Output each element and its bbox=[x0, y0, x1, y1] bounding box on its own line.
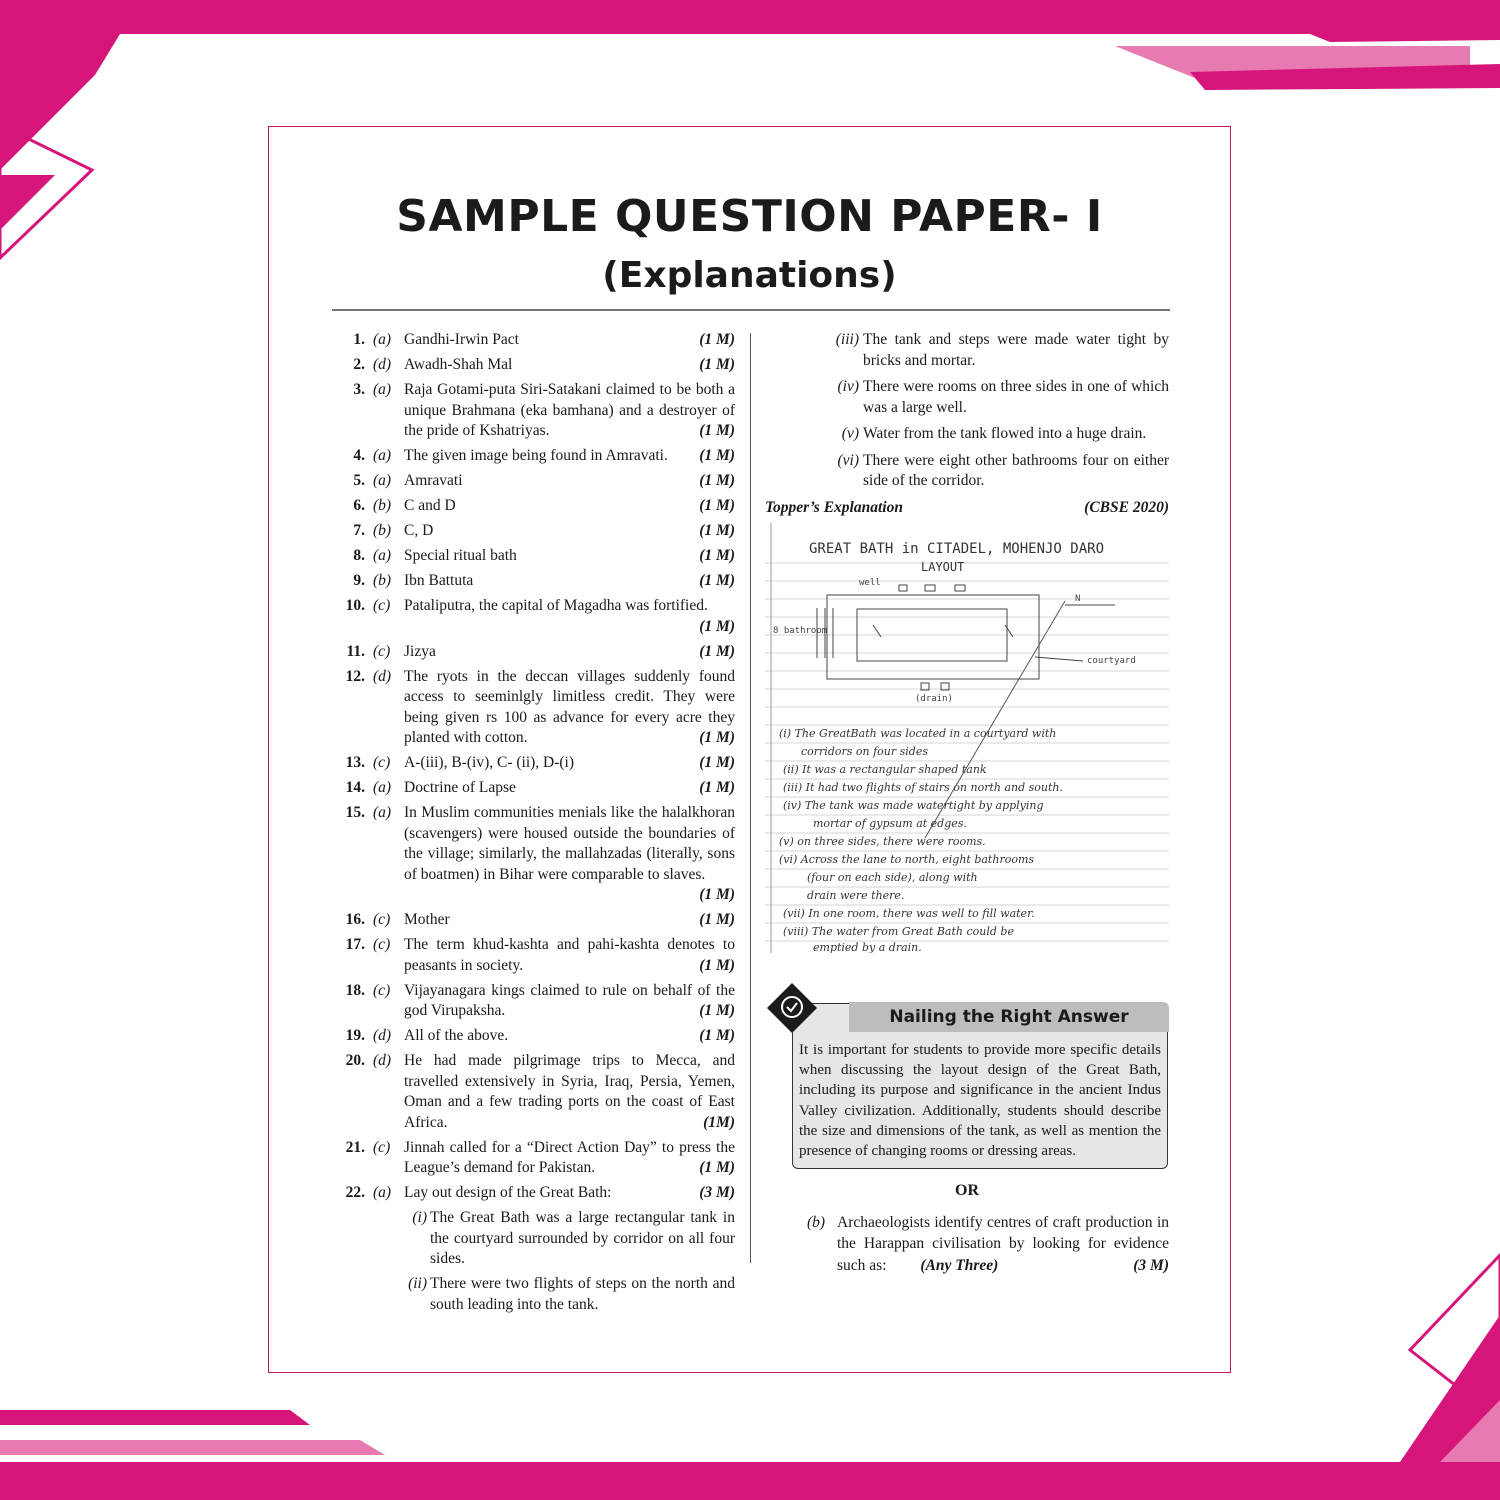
left-triangle-small bbox=[0, 175, 55, 230]
marks-value: 1 M bbox=[704, 447, 730, 464]
marks-value: 1 M bbox=[704, 522, 730, 539]
answer-item bbox=[339, 981, 735, 1022]
answer-option: (a) bbox=[373, 331, 392, 348]
answer-number: 8. bbox=[353, 547, 365, 564]
hw-north: N bbox=[1075, 593, 1081, 604]
option-letter: c bbox=[378, 911, 386, 928]
option-letter: c bbox=[378, 936, 386, 953]
answer-number: 17. bbox=[345, 936, 365, 953]
topper-source: (CBSE 2020) bbox=[1084, 498, 1169, 516]
answer-text: All of the above. bbox=[404, 1027, 509, 1044]
answer-option: (a) bbox=[373, 472, 392, 489]
option-letter: c bbox=[378, 597, 386, 614]
answer-option: (d) bbox=[373, 356, 392, 373]
answer-text: Jinnah called for a “Direct Action Day” to press the League’s demand for Pakistan. bbox=[404, 1138, 735, 1176]
answer-text: In Muslim communities menials like the halalkhoran (scavengers) were housed outside the boundaries of the village; similarly, the mallahzadas (literally, sons of boatmen) in Bihar were comparable to slaves. bbox=[404, 804, 735, 883]
answer-option: (b) bbox=[807, 1213, 826, 1231]
answer-marks: (1 M) bbox=[699, 331, 735, 348]
q22-point bbox=[765, 330, 1169, 371]
option-letter: b bbox=[378, 572, 386, 589]
option-letter: a bbox=[378, 331, 386, 348]
hw-line: mortar of gypsum at edges. bbox=[813, 816, 967, 830]
answer-text: Amravati bbox=[404, 472, 463, 489]
hw-line: (v) on three sides, there were rooms. bbox=[779, 834, 986, 848]
marks-value: 1 M bbox=[704, 1002, 730, 1019]
any-three-note: (Any Three) bbox=[920, 1256, 999, 1274]
answer-text: The term khud-kashta and pahi-kashta denotes to peasants in society. bbox=[404, 936, 735, 974]
point-numeral: (iv) bbox=[837, 378, 859, 395]
answer-text: A-(iii), B-(iv), C- (ii), D-(i) bbox=[404, 754, 575, 771]
answer-number: 10. bbox=[345, 597, 365, 614]
option-letter: d bbox=[378, 667, 386, 685]
marks-value: 1 M bbox=[704, 356, 730, 373]
answer-marks: (1 M) bbox=[699, 472, 735, 489]
answer-text: Pataliputra, the capital of Magadha was fortified. bbox=[404, 597, 708, 614]
nailing-text: It is important for students to provide more specific details when discussing the layout design of the Great Bath, including its purpose and significance in the ancient Indus Valley civilization. Additionally, students should describe the size and dimensions of the tank, as well as mention the presence of changing rooms or dressing areas. bbox=[799, 1042, 1161, 1160]
option-letter: d bbox=[378, 1027, 386, 1044]
answer-text: Lay out design of the Great Bath: bbox=[404, 1184, 612, 1201]
option-letter: c bbox=[378, 981, 386, 999]
answer-option: (d) bbox=[373, 1052, 392, 1069]
answer-option: (a) bbox=[373, 779, 392, 796]
option-letter: d bbox=[378, 356, 386, 373]
hw-heading: GREAT BATH in CITADEL, MOHENJO DARO bbox=[809, 540, 1105, 557]
hw-line: drain were there. bbox=[807, 888, 905, 902]
checkmark-icon bbox=[765, 981, 819, 1035]
option-letter: a bbox=[378, 547, 386, 564]
column-divider bbox=[750, 333, 751, 1263]
answer-option: (c) bbox=[373, 754, 391, 771]
point-text: Water from the tank flowed into a huge drain. bbox=[863, 425, 1147, 442]
answer-item bbox=[339, 521, 735, 542]
answer-item bbox=[339, 446, 735, 467]
q22-point bbox=[339, 1274, 735, 1315]
answer-item bbox=[339, 496, 735, 517]
answer-item bbox=[339, 471, 735, 492]
answer-number: 14. bbox=[345, 779, 365, 796]
option-letter: a bbox=[378, 447, 386, 464]
point-numeral: (v) bbox=[841, 425, 859, 442]
topper-label: Topper’s Explanation bbox=[765, 498, 903, 516]
answer-option: (b) bbox=[373, 572, 392, 589]
marks-value: 1 M bbox=[704, 886, 730, 903]
answer-marks: (1 M) bbox=[699, 779, 735, 796]
marks-value: 1 M bbox=[704, 1159, 730, 1176]
nailing-box bbox=[792, 1003, 1168, 1169]
answer-marks: (1 M) bbox=[699, 547, 735, 564]
answer-option: (a) bbox=[373, 547, 392, 564]
answer-marks: (1 M) bbox=[699, 617, 735, 635]
answer-number: 11. bbox=[346, 642, 365, 660]
point-numeral: (vi) bbox=[837, 451, 859, 469]
marks-value: 1 M bbox=[704, 642, 730, 660]
marks-value: 1 M bbox=[704, 956, 730, 974]
point-text: There were two flights of steps on the north and south leading into the tank. bbox=[430, 1275, 735, 1313]
right-column bbox=[765, 330, 1169, 1276]
marks-value: 1M bbox=[708, 1113, 730, 1131]
answer-option: (a) bbox=[373, 1184, 392, 1201]
option-letter: c bbox=[378, 1138, 386, 1156]
marks-value: 1 M bbox=[704, 729, 730, 746]
marks-value: 1 M bbox=[704, 472, 730, 489]
marks-value: 1 M bbox=[704, 617, 730, 635]
option-letter: d bbox=[378, 1052, 386, 1069]
answer-marks: (3 M) bbox=[699, 1184, 735, 1201]
hw-well: well bbox=[859, 577, 881, 588]
question-paper-page bbox=[268, 126, 1231, 1373]
answer-number: 21. bbox=[345, 1138, 365, 1156]
answer-number: 19. bbox=[345, 1027, 365, 1044]
q22-point bbox=[765, 451, 1169, 492]
point-numeral: (iii) bbox=[835, 331, 859, 348]
answer-option: (d) bbox=[373, 667, 392, 685]
option-letter: a bbox=[378, 472, 386, 489]
marks-value: 1 M bbox=[704, 572, 730, 589]
answer-option: (d) bbox=[373, 1027, 392, 1044]
answer-marks: (1 M) bbox=[699, 911, 735, 928]
answer-marks: (1 M) bbox=[699, 956, 735, 974]
answer-number: 20. bbox=[345, 1052, 365, 1069]
answer-item bbox=[339, 1183, 735, 1204]
answer-item bbox=[339, 753, 735, 774]
hw-line: (iv) The tank was made watertight by applying bbox=[783, 798, 1044, 812]
marks-value: 1 M bbox=[704, 422, 730, 439]
point-text: The Great Bath was a large rectangular tank in the courtyard surrounded by corridor on all four sides. bbox=[430, 1209, 735, 1267]
hw-line: (vii) In one room, there was well to fill water. bbox=[783, 906, 1035, 920]
option-letter: c bbox=[378, 754, 386, 771]
or-separator: OR bbox=[955, 1182, 979, 1199]
hw-line: (ii) It was a rectangular shaped tank bbox=[783, 762, 987, 776]
answer-marks: (1 M) bbox=[699, 422, 735, 439]
answer-text: Awadh-Shah Mal bbox=[404, 356, 513, 373]
answer-marks: (1 M) bbox=[699, 447, 735, 464]
answer-text: C, D bbox=[404, 522, 434, 539]
answer-marks: (1 M) bbox=[699, 729, 735, 746]
option-letter: b bbox=[378, 522, 386, 539]
answer-item bbox=[339, 330, 735, 351]
left-column bbox=[339, 330, 735, 1320]
marks-value: 1 M bbox=[704, 547, 730, 564]
hw-line: (four on each side), along with bbox=[807, 870, 978, 884]
answer-text: Jizya bbox=[404, 642, 436, 660]
hw-line: (vi) Across the lane to north, eight bathrooms bbox=[779, 852, 1035, 866]
option-letter: a bbox=[378, 779, 386, 796]
hw-bathrooms: 8 bathroom bbox=[773, 625, 828, 636]
answer-option: (c) bbox=[373, 597, 391, 614]
answer-marks: (1M) bbox=[703, 1113, 735, 1131]
answer-text: Archaeologists identify centres of craft production in the Harappan civilisation by looking for evidence such as: bbox=[837, 1213, 1169, 1274]
answer-number: 18. bbox=[345, 981, 365, 999]
hw-layout: LAYOUT bbox=[921, 559, 965, 574]
hw-line: (iii) It had two flights of stairs on north and south. bbox=[783, 780, 1064, 794]
bottom-left-stripe-light bbox=[0, 1440, 385, 1455]
answer-item bbox=[339, 546, 735, 567]
answer-number: 1. bbox=[353, 331, 365, 348]
answer-number: 5. bbox=[353, 472, 365, 489]
answer-text: Special ritual bath bbox=[404, 547, 517, 564]
answer-marks: (1 M) bbox=[699, 1027, 735, 1044]
answer-marks: (1 M) bbox=[699, 1002, 735, 1019]
page-subtitle: (Explanations) bbox=[602, 255, 897, 296]
answer-marks: (1 M) bbox=[699, 356, 735, 373]
option-letter: a bbox=[378, 804, 386, 821]
bottom-left-stripe bbox=[0, 1410, 310, 1425]
answer-marks: (1 M) bbox=[699, 754, 735, 771]
answer-option: (c) bbox=[373, 911, 391, 928]
answer-item bbox=[339, 642, 735, 663]
answer-marks: (1 M) bbox=[699, 572, 735, 589]
answer-item bbox=[339, 571, 735, 592]
answer-marks: (3 M) bbox=[1133, 1256, 1169, 1274]
point-numeral: (ii) bbox=[408, 1275, 427, 1292]
answer-text: Raja Gotami-puta Siri-Satakani claimed to be both a unique Brahmana (eka bamhana) and a destroyer of the pride of Kshatriyas. bbox=[404, 381, 735, 439]
answer-option: (c) bbox=[373, 1138, 391, 1156]
answer-item bbox=[339, 803, 735, 906]
answer-number: 3. bbox=[353, 381, 365, 398]
answer-text: Mother bbox=[404, 911, 450, 928]
answer-marks: (1 M) bbox=[699, 642, 735, 660]
option-letter: c bbox=[378, 642, 386, 660]
hw-courtyard: courtyard bbox=[1087, 655, 1136, 666]
option-letter: a bbox=[378, 1184, 386, 1201]
answer-option: (c) bbox=[373, 642, 391, 660]
hw-line: (viii) The water from Great Bath could be bbox=[783, 924, 1014, 938]
marks-value: 1 M bbox=[704, 779, 730, 796]
answer-option: (c) bbox=[373, 981, 391, 999]
answer-item bbox=[339, 596, 735, 637]
title-divider bbox=[332, 309, 1170, 311]
marks-value: 1 M bbox=[704, 1027, 730, 1044]
answer-number: 12. bbox=[345, 667, 365, 685]
hw-line: emptied by a drain. bbox=[813, 940, 922, 953]
marks-value: 1 M bbox=[704, 911, 730, 928]
answer-option: (a) bbox=[373, 447, 392, 464]
answer-item bbox=[339, 1026, 735, 1047]
marks-value: 1 M bbox=[704, 754, 730, 771]
q22-point bbox=[765, 377, 1169, 418]
q22-point bbox=[339, 1208, 735, 1270]
answer-text: C and D bbox=[404, 497, 456, 514]
answer-text: The ryots in the deccan villages suddenly found access to seeminlgly limitless credit. They were being given rs 100 as advance for every acre they planted with cotton. bbox=[404, 667, 735, 746]
answer-marks: (1 M) bbox=[699, 886, 735, 903]
answer-number: 7. bbox=[353, 522, 365, 539]
point-text: There were rooms on three sides in one of which was a large well. bbox=[863, 378, 1169, 416]
answer-number: 9. bbox=[353, 572, 365, 589]
nailing-answer-section bbox=[765, 975, 1169, 1175]
answer-number: 2. bbox=[353, 356, 365, 373]
answer-number: 22. bbox=[345, 1184, 365, 1201]
left-top-triangle bbox=[0, 75, 95, 170]
answer-item bbox=[339, 1138, 735, 1179]
answer-number: 6. bbox=[353, 497, 365, 514]
answer-number: 16. bbox=[345, 911, 365, 928]
answer-text: The given image being found in Amravati. bbox=[404, 447, 668, 464]
answer-marks: (1 M) bbox=[699, 1159, 735, 1176]
topper-heading bbox=[765, 498, 1169, 519]
answer-item bbox=[339, 935, 735, 976]
q22-point bbox=[765, 424, 1169, 445]
answer-item bbox=[339, 910, 735, 931]
answer-option: (a) bbox=[373, 381, 392, 398]
option-letter: a bbox=[378, 381, 386, 398]
answer-text: Doctrine of Lapse bbox=[404, 779, 516, 796]
answer-item-b bbox=[765, 1212, 1169, 1277]
marks-value: 3 M bbox=[704, 1184, 730, 1201]
answer-text: Ibn Battuta bbox=[404, 572, 474, 589]
point-numeral: (i) bbox=[412, 1209, 427, 1226]
answer-number: 4. bbox=[353, 447, 365, 464]
answer-item bbox=[339, 667, 735, 749]
marks-value: 1 M bbox=[704, 497, 730, 514]
handwritten-answer-image bbox=[765, 523, 1169, 953]
hw-line: (i) The GreatBath was located in a courtyard with bbox=[779, 726, 1057, 740]
answer-text: Vijayanagara kings claimed to rule on behalf of the god Virupaksha. bbox=[404, 981, 735, 1019]
answer-option: (c) bbox=[373, 936, 391, 953]
answer-item bbox=[339, 355, 735, 376]
answer-number: 15. bbox=[345, 804, 365, 821]
answer-number: 13. bbox=[345, 754, 365, 771]
marks-value: 1 M bbox=[704, 331, 730, 348]
answer-item bbox=[339, 778, 735, 799]
page-title: SAMPLE QUESTION PAPER- I bbox=[396, 191, 1103, 242]
answer-option: (a) bbox=[373, 804, 392, 821]
option-letter: b bbox=[378, 497, 386, 514]
answer-marks: (1 M) bbox=[699, 522, 735, 539]
answer-option: (b) bbox=[373, 497, 392, 514]
hw-line: corridors on four sides bbox=[801, 744, 928, 758]
answer-option: (b) bbox=[373, 522, 392, 539]
answer-item bbox=[339, 380, 735, 442]
answer-text: Gandhi-Irwin Pact bbox=[404, 331, 519, 348]
bottom-band bbox=[0, 1462, 1500, 1500]
hw-drain: (drain) bbox=[915, 693, 953, 704]
point-text: There were eight other bathrooms four on either side of the corridor. bbox=[863, 451, 1169, 489]
answer-text: He had made pilgrimage trips to Mecca, and travelled extensively in Syria, Iraq, Persia, Yemen, Oman and a few trading ports on the coast of East Africa. bbox=[404, 1052, 735, 1131]
nailing-title: Nailing the Right Answer bbox=[849, 1002, 1169, 1032]
answer-marks: (1 M) bbox=[699, 497, 735, 514]
point-text: The tank and steps were made water tight by bricks and mortar. bbox=[863, 331, 1169, 369]
answer-item bbox=[339, 1051, 735, 1133]
